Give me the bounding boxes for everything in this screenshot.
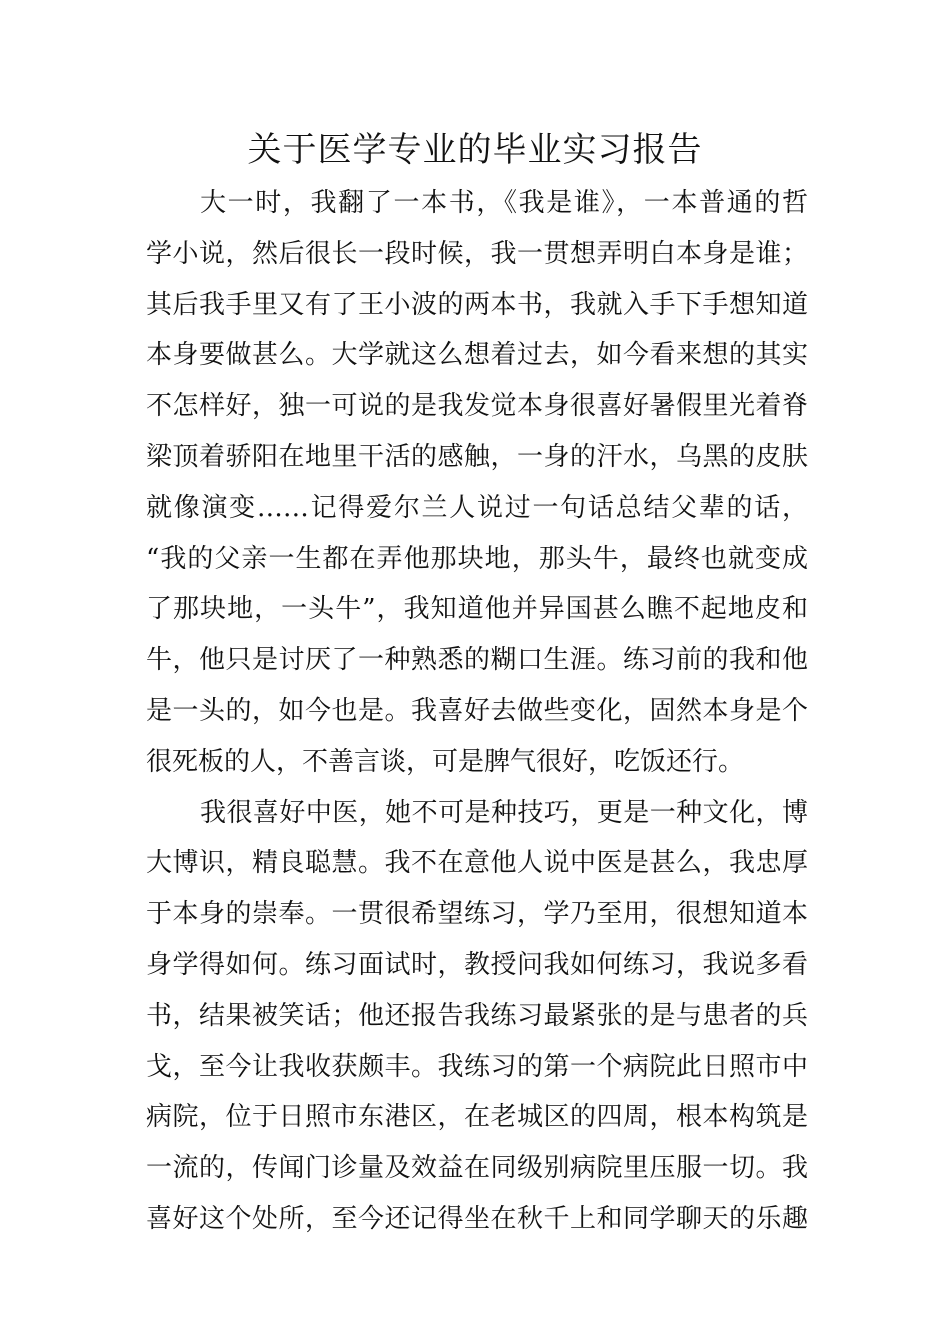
text-line: 牛，他只是讨厌了一种熟悉的糊口生涯。练习前的我和他 (146, 645, 808, 676)
text-line: 大一时，我翻了一本书，《我是谁》，一本普通的哲 (200, 188, 808, 218)
text-line: 很死板的人，不善言谈，可是脾气很好，吃饭还行。 (146, 746, 745, 777)
text-line: 书，结果被笑话；他还报告我练习最紧张的是与患者的兵 (146, 1000, 808, 1031)
text-line: 大博识，精良聪慧。我不在意他人说中医是甚么，我忠厚 (146, 848, 808, 879)
text-line: 身学得如何。练习面试时，教授问我如何练习，我说多看 (146, 949, 808, 980)
paragraph-1 (146, 178, 808, 788)
document-title: 关于医学专业的毕业实习报告 (247, 130, 703, 170)
text-line: 了那块地，一头牛”，我知道他并异国甚么瞧不起地皮和 (146, 594, 808, 625)
text-line: 戈，至今让我收获颇丰。我练习的第一个病院此日照市中 (146, 1051, 808, 1082)
text-line: 病院，位于日照市东港区，在老城区的四周，根本构筑是 (146, 1102, 808, 1133)
text-line: 喜好这个处所，至今还记得坐在秋千上和同学聊天的乐趣 (146, 1203, 808, 1234)
paragraph-2 (146, 788, 808, 1245)
document-body (146, 178, 808, 1245)
text-line: 其后我手里又有了王小波的两本书，我就入手下手想知道 (146, 289, 808, 320)
text-line: 一流的，传闻门诊量及效益在同级别病院里压服一切。我 (146, 1153, 808, 1184)
text-line: 本身要做甚么。大学就这么想着过去，如今看来想的其实 (146, 340, 808, 371)
text-line: 我很喜好中医，她不可是种技巧，更是一种文化，博 (200, 797, 808, 828)
text-line: 是一头的，如今也是。我喜好去做些变化，固然本身是个 (146, 695, 808, 726)
text-line: “我的父亲一生都在弄他那块地，那头牛，最终也就变成 (146, 543, 808, 574)
text-line: 就像演变……记得爱尔兰人说过一句话总结父辈的话， (146, 492, 808, 523)
text-line: 学小说，然后很长一段时候，我一贯想弄明白本身是谁； (146, 238, 808, 269)
text-line: 梁顶着骄阳在地里干活的感触，一身的汗水，乌黑的皮肤 (146, 441, 808, 472)
text-line: 于本身的崇奉。一贯很希望练习，学乃至用，很想知道本 (146, 899, 808, 930)
text-line: 不怎样好，独一可说的是我发觉本身很喜好暑假里光着脊 (146, 391, 808, 422)
